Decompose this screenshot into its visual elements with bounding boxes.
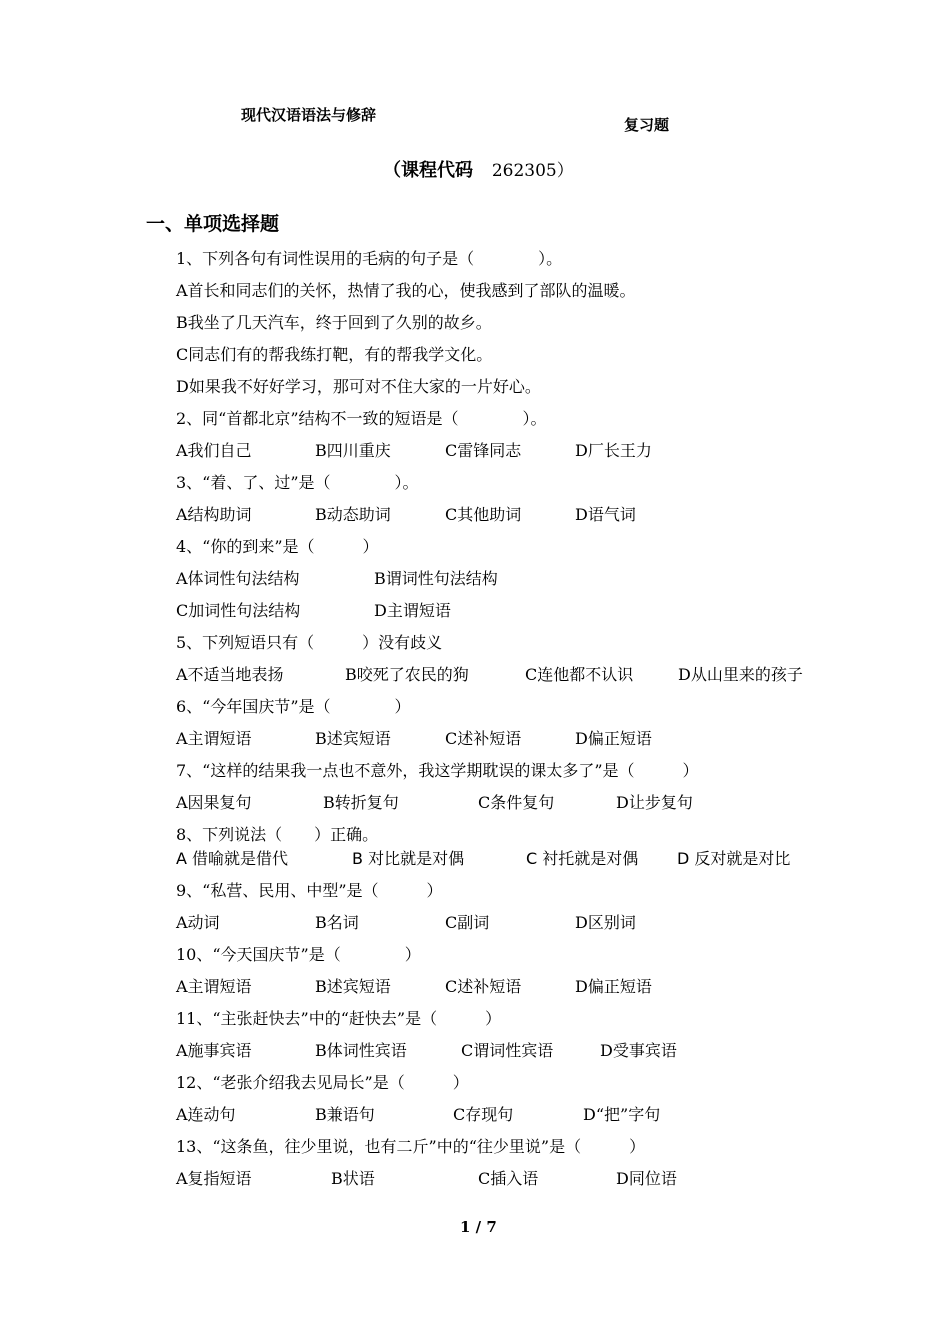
question-8-option-a: A 借喻就是借代	[176, 849, 289, 868]
question-12-option-c: C存现句	[453, 1105, 514, 1124]
question-6-stem: 6、“今年国庆节”是（ ）	[176, 697, 411, 716]
question-7-option-c: C条件复句	[478, 793, 555, 812]
question-8-stem: 8、下列说法（ ）正确。	[176, 825, 379, 844]
question-12-option-a: A连动句	[176, 1105, 236, 1124]
question-9-option-b: B名词	[315, 913, 359, 932]
question-10-option-d: D偏正短语	[575, 977, 652, 996]
question-5-option-b: B咬死了农民的狗	[345, 665, 469, 684]
question-3-option-c: C其他助词	[445, 505, 522, 524]
question-11-option-a: A施事宾语	[176, 1041, 252, 1060]
question-7-option-b: B转折复句	[323, 793, 399, 812]
document-title: 现代汉语语法与修辞	[241, 106, 377, 124]
question-12-stem: 12、“老张介绍我去见局长”是（ ）	[176, 1073, 469, 1092]
question-11-option-b: B体词性宾语	[315, 1041, 407, 1060]
question-11-option-d: D受事宾语	[600, 1041, 677, 1060]
question-1-option-a: A首长和同志们的关怀，热情了我的心，使我感到了部队的温暖。	[176, 281, 636, 300]
question-6-option-c: C述补短语	[445, 729, 522, 748]
question-5-option-a: A不适当地表扬	[176, 665, 284, 684]
question-2-stem: 2、同“首都北京”结构不一致的短语是（ ）。	[176, 409, 547, 428]
question-5-option-c: C连他都不认识	[525, 665, 634, 684]
question-4-option-d: D主谓短语	[374, 601, 451, 620]
question-4-stem: 4、“你的到来”是（ ）	[176, 537, 379, 556]
question-3-option-b: B动态助词	[315, 505, 391, 524]
question-2-option-a: A我们自己	[176, 441, 252, 460]
question-5-stem: 5、下列短语只有（ ）没有歧义	[176, 633, 443, 652]
question-10-stem: 10、“今天国庆节”是（ ）	[176, 945, 421, 964]
question-6-option-b: B述宾短语	[315, 729, 391, 748]
question-3-option-d: D语气词	[575, 505, 636, 524]
question-10-option-b: B述宾短语	[315, 977, 391, 996]
question-11-option-c: C谓词性宾语	[461, 1041, 554, 1060]
course-label: （课程代码	[383, 160, 473, 181]
question-13-stem: 13、“这条鱼，往少里说，也有二斤”中的“往少里说”是（ ）	[176, 1137, 646, 1156]
question-9-stem: 9、“私营、民用、中型”是（ ）	[176, 881, 443, 900]
question-2-option-b: B四川重庆	[315, 441, 391, 460]
page-number: 1 / 7	[460, 1218, 497, 1236]
question-1-stem: 1、下列各句有词性误用的毛病的句子是（ ）。	[176, 249, 563, 268]
question-7-option-d: D让步复句	[616, 793, 693, 812]
question-3-stem: 3、“着、了、过”是（ ）。	[176, 473, 419, 492]
question-7-option-a: A因果复句	[176, 793, 252, 812]
question-7-stem: 7、“这样的结果我一点也不意外，我这学期耽误的课太多了”是（ ）	[176, 761, 699, 780]
question-13-option-c: C插入语	[478, 1169, 539, 1188]
question-3-option-a: A结构助词	[176, 505, 252, 524]
question-8-option-d: D 反对就是对比	[677, 849, 791, 868]
question-9-option-a: A动词	[176, 913, 220, 932]
question-8-option-b: B 对比就是对偶	[352, 849, 465, 868]
question-5-option-d: D从山里来的孩子	[678, 665, 803, 684]
question-1-option-d: D如果我不好好学习，那可对不住大家的一片好心。	[176, 377, 541, 396]
question-10-option-a: A主谓短语	[176, 977, 252, 996]
question-13-option-b: B状语	[331, 1169, 375, 1188]
question-4-option-a: A体词性句法结构	[176, 569, 300, 588]
question-12-option-b: B兼语句	[315, 1105, 375, 1124]
question-4-option-b: B谓词性句法结构	[374, 569, 498, 588]
course-code-line	[383, 156, 574, 182]
question-10-option-c: C述补短语	[445, 977, 522, 996]
question-13-option-d: D同位语	[616, 1169, 677, 1188]
question-1-option-b: B我坐了几天汽车，终于回到了久别的故乡。	[176, 313, 492, 332]
question-8-option-c: C 衬托就是对偶	[526, 849, 639, 868]
course-code: 262305）	[491, 161, 574, 181]
question-4-option-c: C加词性句法结构	[176, 601, 301, 620]
question-13-option-a: A复指短语	[176, 1169, 252, 1188]
document-subtitle: 复习题	[624, 116, 670, 134]
question-6-option-d: D偏正短语	[575, 729, 652, 748]
question-1-option-c: C同志们有的帮我练打靶，有的帮我学文化。	[176, 345, 493, 364]
question-9-option-d: D区别词	[575, 913, 636, 932]
question-11-stem: 11、“主张赶快去”中的“赶快去”是（ ）	[176, 1009, 502, 1028]
section-heading: 一、单项选择题	[146, 213, 280, 235]
question-6-option-a: A主谓短语	[176, 729, 252, 748]
question-2-option-d: D厂长王力	[575, 441, 652, 460]
question-2-option-c: C雷锋同志	[445, 441, 522, 460]
question-12-option-d: D“把”字句	[583, 1105, 661, 1124]
question-9-option-c: C副词	[445, 913, 490, 932]
